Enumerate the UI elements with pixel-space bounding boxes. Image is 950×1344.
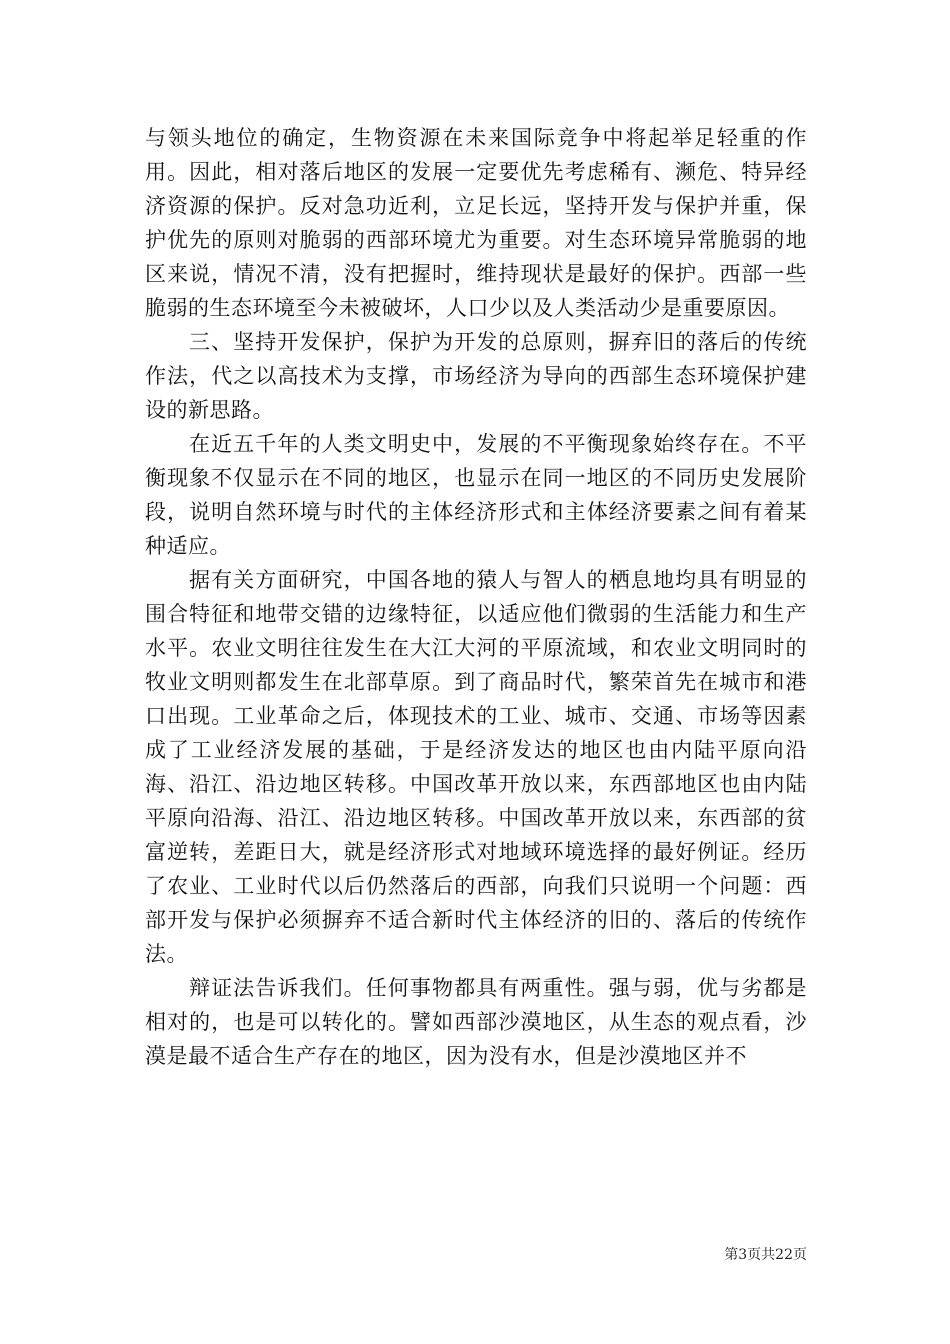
paragraph-4: 据有关方面研究，中国各地的猿人与智人的栖息地均具有明显的围合特征和地带交错的边缘特征，以适应他们微弱的生活能力和生产水平。农业文明往往发生在大江大河的平原流域，和农业文明同时的牧业文明则都发生在北部草原。到了商品时代，繁荣首先在城市和港口出现。工业革命之后，体现技术的工业、城市、交通、市场等因素成了工业经济发展的基础，于是经济发达的地区也由内陆平原向沿海、沿江、沿边地区转移。中国改革开放以来，东西部地区也由内陆平原向沿海、沿江、沿边地区转移。中国改革开放以来，东西部的贫富逆转，差距日大，就是经济形式对地域环境选择的最好例证。经历了农业、工业时代以后仍然落后的西部，向我们只说明一个问题：西部开发与保护必须摒弃不适合新时代主体经济的旧的、落后的传统作法。 [145,568,807,966]
page-number-footer: 第3页共22页 [724,1247,807,1263]
paragraph-3: 在近五千年的人类文明史中，发展的不平衡现象始终存在。不平衡现象不仅显示在不同的地区，也显示在同一地区的不同历史发展阶段，说明自然环境与时代的主体经济形式和主体经济要素之间有着某种适应。 [145,432,807,558]
paragraph-2: 三、坚持开发保护，保护为开发的总原则，摒弃旧的落后的传统作法，代之以高技术为支撑，市场经济为导向的西部生态环境保护建设的新思路。 [145,330,807,422]
paragraph-1: 与领头地位的确定，生物资源在未来国际竞争中将起举足轻重的作用。因此，相对落后地区的发展一定要优先考虑稀有、濒危、特异经济资源的保护。反对急功近利，立足长远，坚持开发与保护并重，保护优先的原则对脆弱的西部环境尤为重要。对生态环境异常脆弱的地区来说，情况不清，没有把握时，维持现状是最好的保护。西部一些脆弱的生态环境至今未被破坏，人口少以及人类活动少是重要原因。 [145,126,807,320]
document-body [145,121,807,1073]
paragraph-5: 辩证法告诉我们。任何事物都具有两重性。强与弱，优与劣都是相对的，也是可以转化的。譬如西部沙漠地区，从生态的观点看，沙漠是最不适合生产存在的地区，因为没有水，但是沙漠地区并不 [145,976,807,1068]
